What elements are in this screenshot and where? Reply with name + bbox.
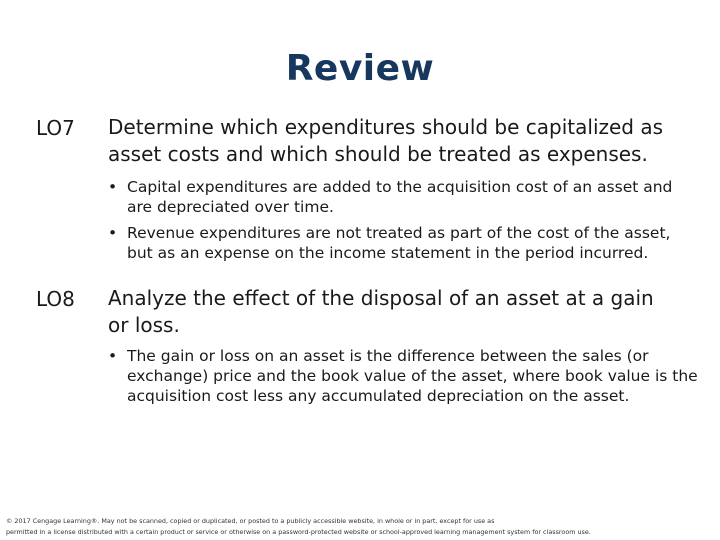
list-item bbox=[108, 223, 698, 263]
objective-text-lo8: Analyze the effect of the disposal of an asset at a gain or loss. bbox=[108, 286, 654, 337]
objective-text-lo7: Determine which expenditures should be capitalized as asset costs and which should be treated as expenses. bbox=[108, 115, 664, 166]
copyright-line-1: © 2017 Cengage Learning®. May not be scanned, copied or duplicated, or posted to a publicly accessible website, in whole or in part, except for use as bbox=[6, 517, 495, 525]
slide-title: Review bbox=[285, 48, 435, 89]
bullet-text: Capital expenditures are added to the acquisition cost of an asset and are depreciated over time. bbox=[127, 178, 673, 216]
copyright-line-2: permitted in a license distributed with a certain product or service or otherwise on a password-protected website or school-approved learning management system for classroom use. bbox=[6, 528, 591, 536]
objective-code-lo7: LO7 bbox=[36, 116, 75, 140]
copyright-footer bbox=[6, 516, 716, 538]
list-item bbox=[108, 346, 698, 406]
objective-bullets-lo8 bbox=[108, 346, 698, 412]
bullet-icon: • bbox=[108, 224, 118, 242]
objective-code-lo8: LO8 bbox=[36, 287, 75, 311]
list-item bbox=[108, 177, 698, 217]
bullet-icon: • bbox=[108, 347, 118, 365]
bullet-text: The gain or loss on an asset is the difference between the sales (or exchange) price and the book value of the asset, where book value is the acquisition cost less any accumulated depreciation on the asset. bbox=[127, 347, 698, 405]
objective-bullets-lo7 bbox=[108, 177, 698, 269]
bullet-icon: • bbox=[108, 178, 118, 196]
bullet-text: Revenue expenditures are not treated as part of the cost of the asset, but as an expense on the income statement in the period incurred. bbox=[127, 224, 671, 262]
